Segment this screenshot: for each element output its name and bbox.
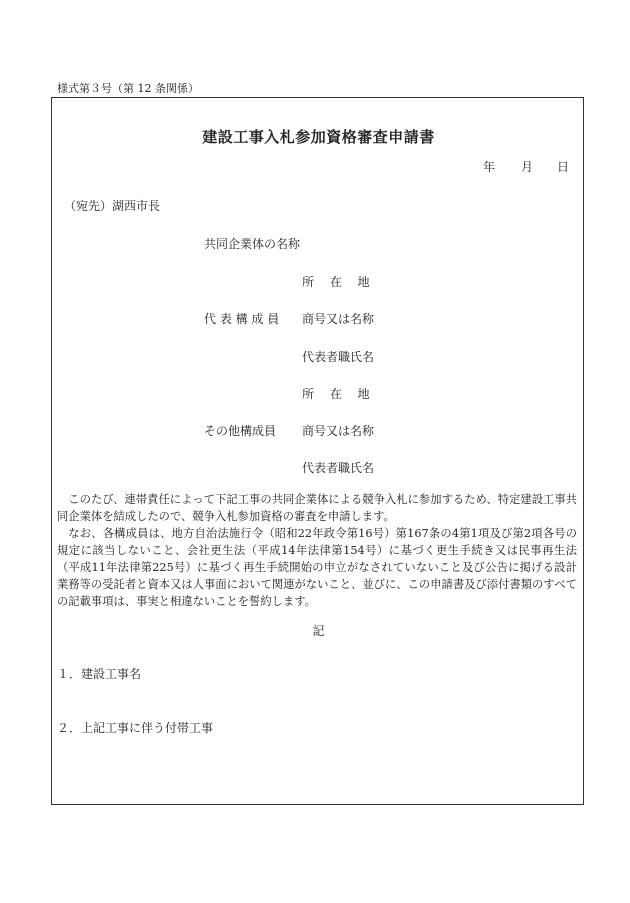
ki-heading: 記 <box>312 624 325 638</box>
rep-address-label: 所 在 地 <box>302 275 370 289</box>
item-construction-name: １．建設工事名 <box>57 667 142 681</box>
other-address-label: 所 在 地 <box>302 387 370 401</box>
declaration-text <box>57 491 577 610</box>
other-group-label: その他構成員 <box>204 424 277 438</box>
other-representative-label: 代表者職氏名 <box>302 461 375 475</box>
addressee: （宛先）湖西市長 <box>64 199 161 213</box>
declaration-paragraph: このたび、連帯責任によって下記工事の共同企業体による競争入札に参加するため、特定建設工事共同企業体を結成したので、競争入札参加資格の審査を申請します。 <box>57 493 577 523</box>
item-ancillary-work: ２．上記工事に伴う付帯工事 <box>57 721 214 735</box>
form-title: 建設工事入札参加資格審査申請書 <box>202 128 435 146</box>
date-month: 月 <box>521 160 534 174</box>
rep-name-label: 商号又は名称 <box>302 312 375 326</box>
date-year: 年 <box>483 160 496 174</box>
rep-group-label: 代 表 構 成 員 <box>204 312 280 326</box>
application-form-frame <box>51 97 584 805</box>
jv-name-label: 共同企業体の名称 <box>204 237 301 251</box>
declaration-paragraph: なお、各構成員は、地方自治法施行令（昭和22年政令第16号）第167条の4第1項及び第2項各号の規定に該当しないこと、会社更生法（平成14年法律第154号）に基づく更生手続き又は民事再生法（平成11年法律第225号）に基づく再生手続開始の申立がなされていないこと及び公告に掲げる設計業務等の受託者と資本又は人事面において関連がないこと、並びに、この申請書及び添付書類のすべての記載事項は、事実と相違ないことを誓約します。 <box>57 527 577 608</box>
date-day: 日 <box>557 160 570 174</box>
form-number: 様式第３号（第 12 条関係） <box>57 82 199 95</box>
date-line <box>52 158 585 174</box>
rep-representative-label: 代表者職氏名 <box>302 350 375 364</box>
other-name-label: 商号又は名称 <box>302 424 375 438</box>
